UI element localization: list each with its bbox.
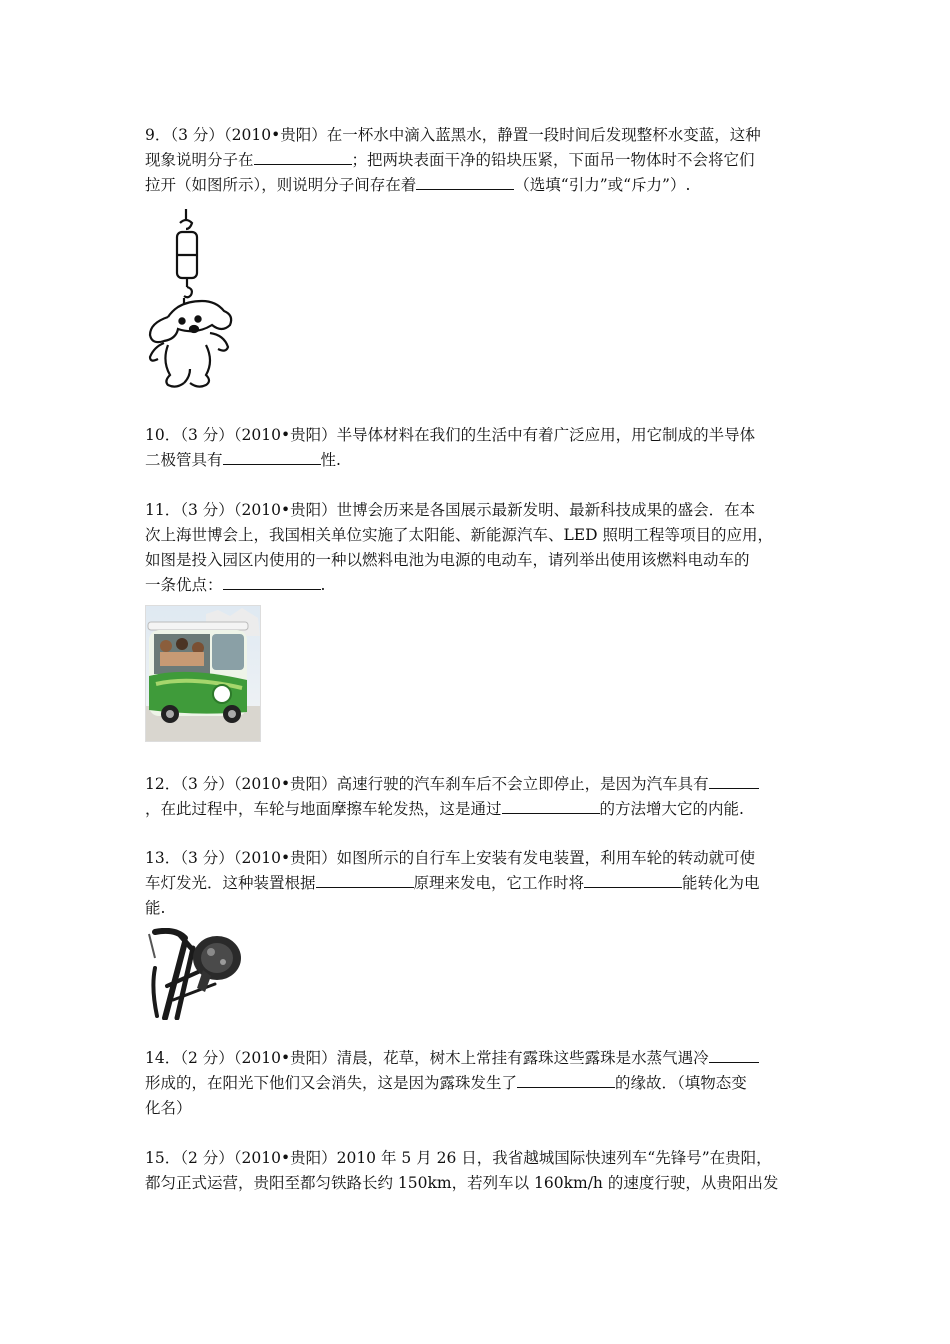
q11-line-2: 次上海世博会上，我国相关单位实施了太阳能、新能源汽车、LED 照明工程等项目的应用， — [145, 526, 773, 544]
q12-line-2: ，在此过程中，车轮与地面摩擦车轮发热，这是通过 的方法增大它的内能. — [145, 800, 744, 818]
q15-line-1: 15．（2 分）（2010•贵阳）2010 年 5 月 26 日，我省越城国际快速列车“先锋号”在贵阳， — [145, 1149, 772, 1167]
answer-blank[interactable] — [223, 449, 321, 465]
bicycle-dynamo-photo — [145, 928, 247, 1020]
q15-line-2: 都匀正式运营，贵阳至都匀铁路长约 150km，若列车以 160km/h 的速度行驶，从贵阳出发 — [145, 1174, 779, 1192]
q13-line-2: 车灯发光．这种装置根据 原理来发电，它工作时将 能转化为电 — [145, 874, 760, 892]
question-10 — [145, 423, 810, 473]
q10-line-2: 二极管具有 性. — [145, 451, 341, 469]
answer-blank[interactable] — [502, 798, 600, 814]
question-9 — [145, 123, 810, 198]
question-11 — [145, 498, 810, 598]
answer-blank[interactable] — [416, 174, 514, 190]
answer-blank[interactable] — [254, 149, 352, 165]
q14-line-1: 14．（2 分）（2010•贵阳）清晨，花草，树木上常挂有露珠这些露珠是水蒸气遇冷 — [145, 1046, 810, 1071]
question-15 — [145, 1146, 810, 1196]
q14-line-2: 形成的，在阳光下他们又会消失，这是因为露珠发生了 的缘故．（填物态变 — [145, 1074, 747, 1092]
q14-line-3: 化名） — [145, 1099, 192, 1117]
answer-blank[interactable] — [517, 1072, 615, 1088]
q11-line-4: 一条优点： . — [145, 576, 326, 594]
q12-line-1: 12．（3 分）（2010•贵阳）高速行驶的汽车刹车后不会立即停止，是因为汽车具有 — [145, 772, 810, 797]
question-13 — [145, 846, 810, 921]
answer-blank[interactable] — [709, 1047, 759, 1063]
question-14 — [145, 1046, 810, 1121]
q10-line-1: 10．（3 分）（2010•贵阳）半导体材料在我们的生活中有着广泛应用，用它制成的半导体 — [145, 426, 756, 444]
answer-blank[interactable] — [316, 872, 414, 888]
q9-line-2: 现象说明分子在 ；把两块表面干净的铅块压紧，下面吊一物体时不会将它们 — [145, 151, 755, 169]
electric-car-photo — [145, 605, 261, 742]
q11-line-1: 11．（3 分）（2010•贵阳）世博会历来是各国展示最新发明、最新科技成果的盛会．在本 — [145, 501, 756, 519]
question-12 — [145, 772, 810, 822]
q13-line-3: 能. — [145, 899, 166, 917]
answer-blank[interactable] — [709, 773, 759, 789]
answer-blank[interactable] — [584, 872, 682, 888]
q9-line-3: 拉开（如图所示），则说明分子间存在着 （选填“引力”或“斥力”）. — [145, 176, 691, 194]
spring-scale-icon — [140, 205, 240, 395]
q11-line-3: 如图是投入园区内使用的一种以燃料电池为电源的电动车，请列举出使用该燃料电动车的 — [145, 551, 750, 569]
q13-line-1: 13．（3 分）（2010•贵阳）如图所示的自行车上安装有发电装置，利用车轮的转动就可使 — [145, 849, 756, 867]
answer-blank[interactable] — [223, 574, 321, 590]
q9-line-1: 9．（3 分）（2010•贵阳）在一杯水中滴入蓝黑水，静置一段时间后发现整杯水变蓝，这种 — [145, 126, 761, 144]
